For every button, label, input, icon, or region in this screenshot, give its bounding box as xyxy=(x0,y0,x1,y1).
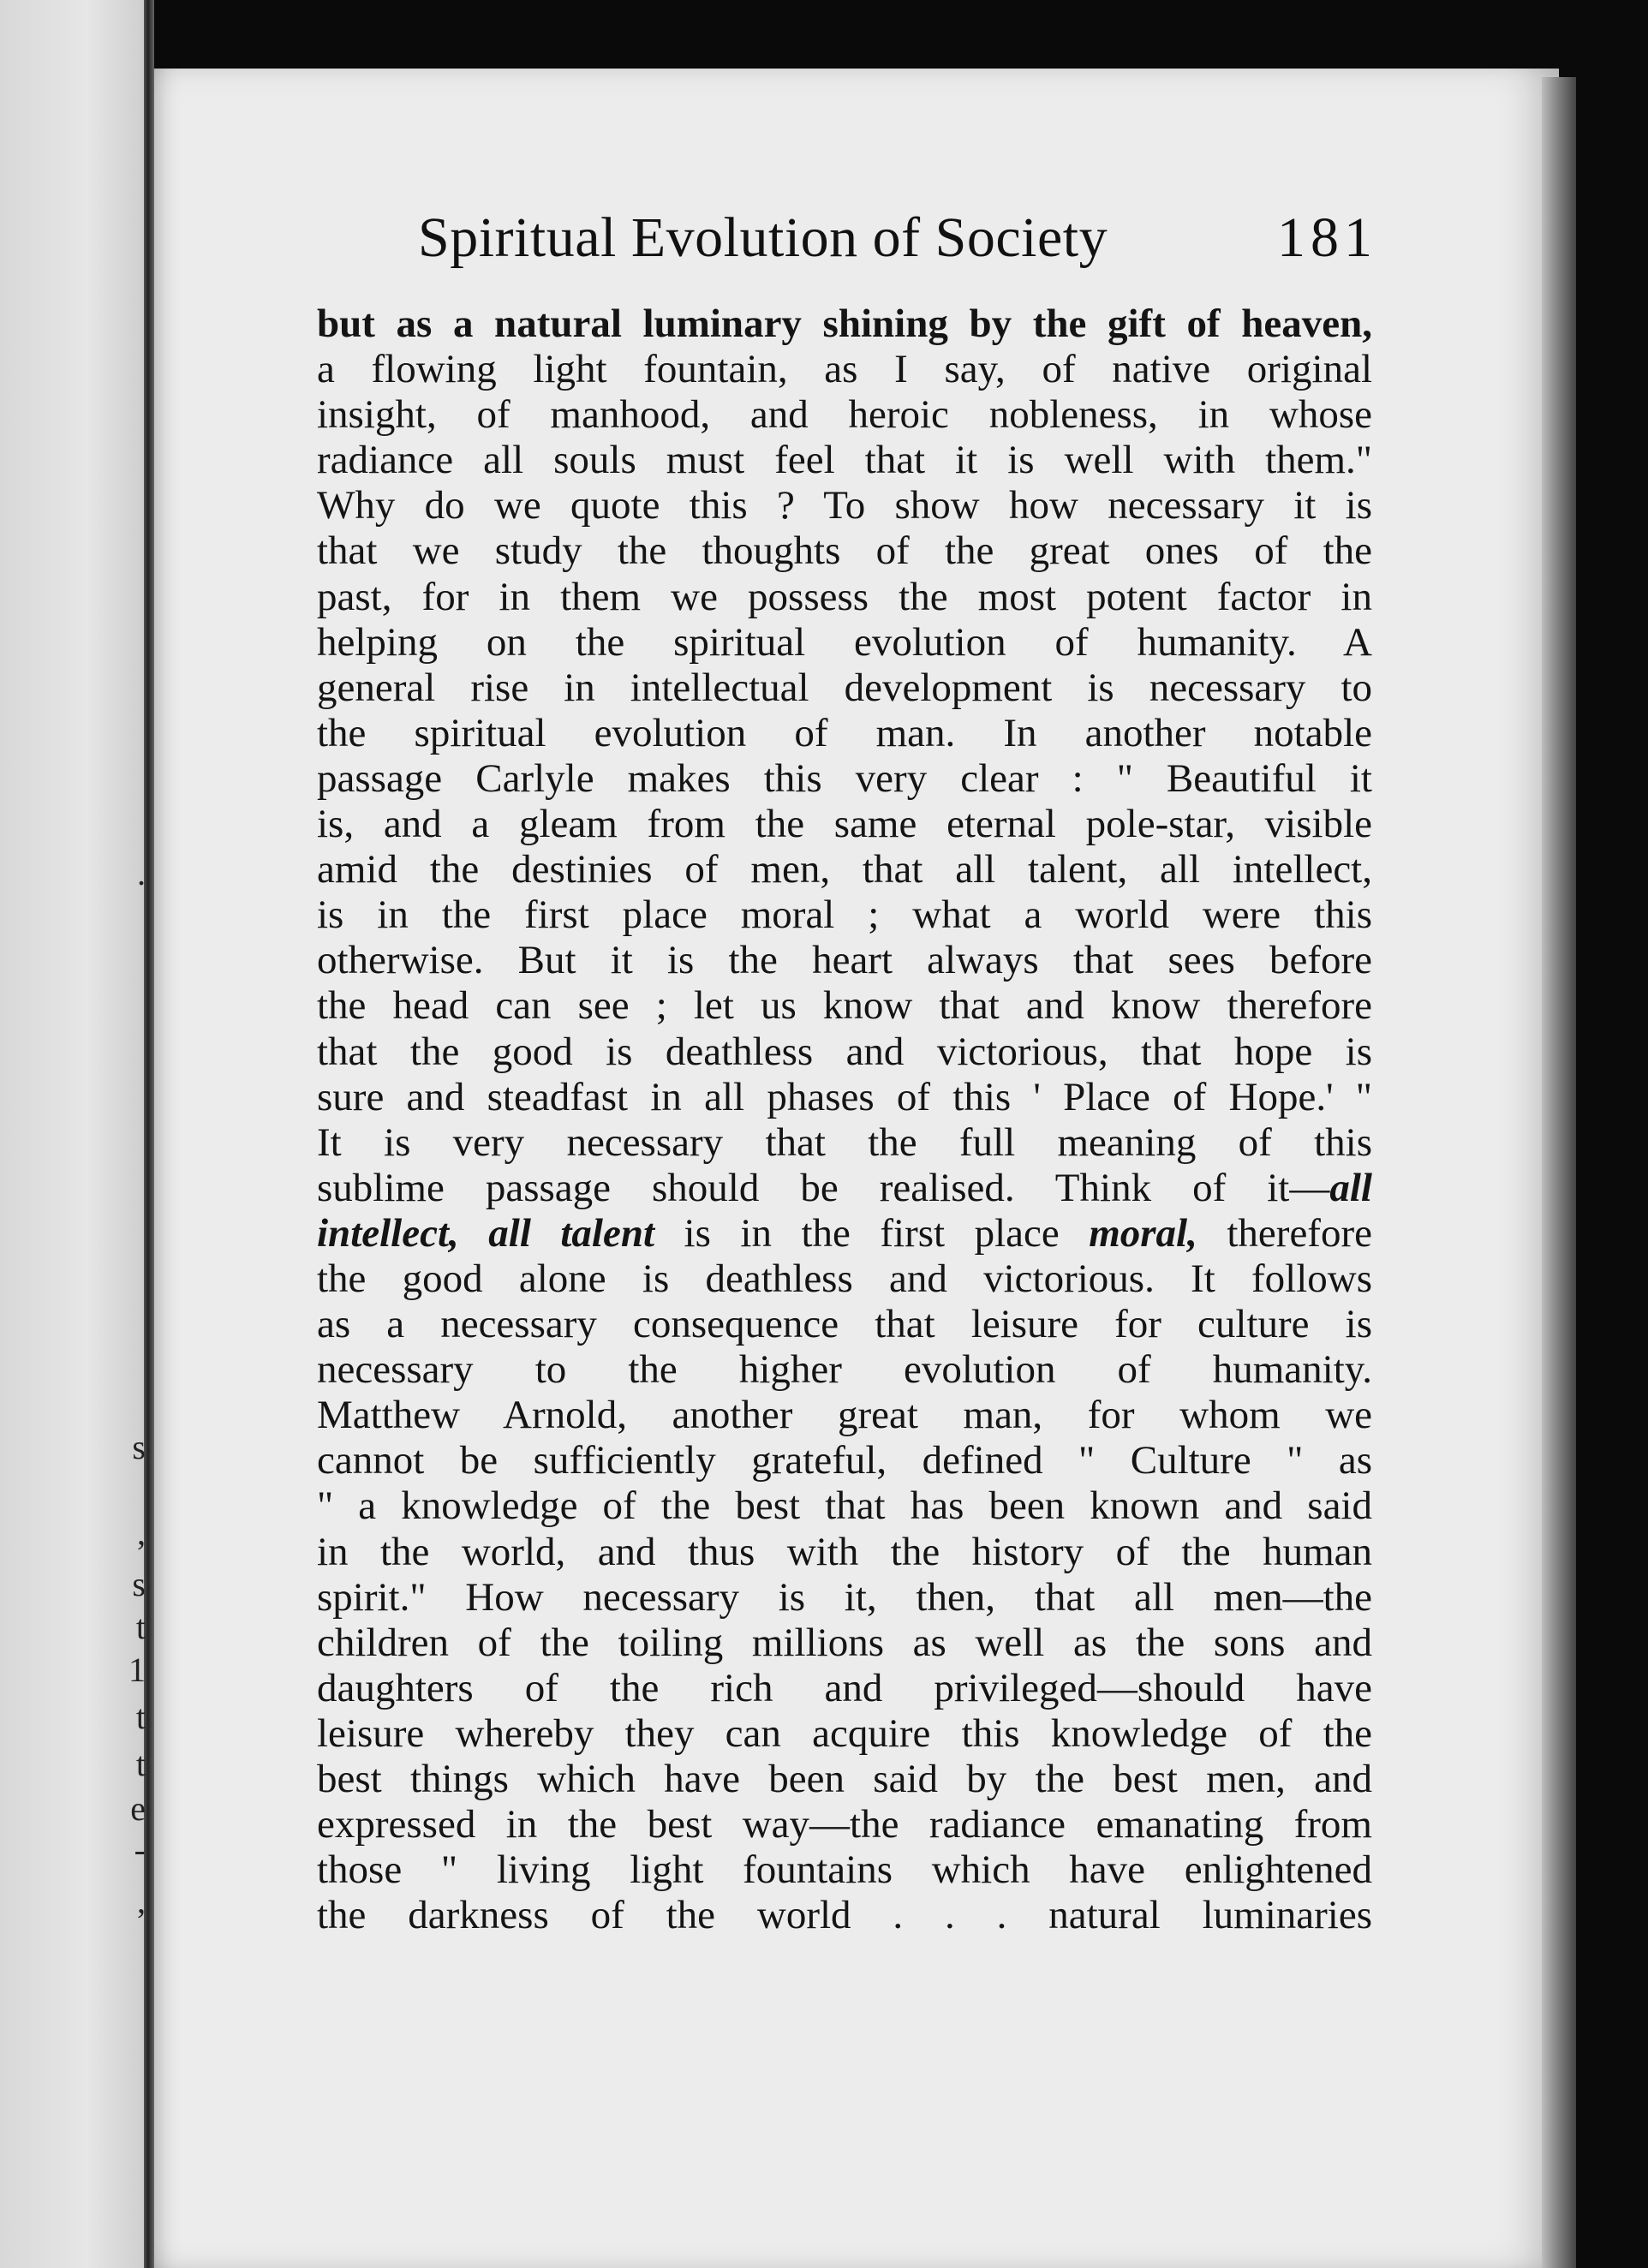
text-line: necessary to the higher evolution of humanity. xyxy=(317,1347,1372,1393)
text-line: those " living light fountains which have enlightened xyxy=(317,1847,1372,1893)
margin-mark: , xyxy=(137,1513,146,1552)
margin-mark: t xyxy=(135,1608,146,1646)
text-line: that the good is deathless and victorious, that hope is xyxy=(317,1029,1372,1074)
text-line: a flowing light fountain, as I say, of native original xyxy=(317,347,1372,392)
text-line: the good alone is deathless and victorious. It follows xyxy=(317,1256,1372,1301)
margin-mark: - xyxy=(134,1830,146,1869)
margin-mark: t xyxy=(135,1745,146,1783)
text-line: helping on the spiritual evolution of humanity. A xyxy=(317,619,1372,665)
italic-segment: all xyxy=(1329,1165,1372,1210)
margin-mark: 1 xyxy=(128,1650,146,1689)
margin-mark: t xyxy=(135,1698,146,1736)
text-line: that we study the thoughts of the great ones of the xyxy=(317,528,1372,574)
text-line: Matthew Arnold, another great man, for whom we xyxy=(317,1393,1372,1438)
text-line-with-italic xyxy=(317,1166,1372,1211)
text-line: best things which have been said by the best men, and xyxy=(317,1757,1372,1801)
text-line: the spiritual evolution of man. In another notable xyxy=(317,710,1372,755)
text-line: It is very necessary that the full meaning of this xyxy=(317,1119,1372,1165)
text-line: radiance all souls must feel that it is well with them." xyxy=(317,438,1372,483)
text-line: passage Carlyle makes this very clear : " Beautiful it xyxy=(317,755,1372,801)
margin-mark: s xyxy=(132,1428,146,1466)
text-line-with-italic xyxy=(317,1211,1372,1256)
text-line: insight, of manhood, and heroic nobleness, in whose xyxy=(317,392,1372,438)
page-number: 181 xyxy=(1277,206,1377,269)
text-line: expressed in the best way—the radiance emanating from xyxy=(317,1802,1372,1847)
text-line: amid the destinies of men, that all talent, all intellect, xyxy=(317,847,1372,892)
text-line: in the world, and thus with the history of the human xyxy=(317,1529,1372,1574)
text-line: the darkness of the world . . . natural luminaries xyxy=(317,1893,1372,1938)
running-header xyxy=(418,206,1377,291)
text-line: past, for in them we possess the most potent factor in xyxy=(317,574,1372,619)
text-line: leisure whereby they can acquire this knowledge of the xyxy=(317,1710,1372,1756)
text-line: sure and steadfast in all phases of this ' Place of Hope.' " xyxy=(317,1074,1372,1119)
facing-page-margin-marks xyxy=(103,856,146,1970)
text-segment: therefore xyxy=(1197,1210,1372,1256)
text-segment: sublime passage should be realised. Think of it— xyxy=(317,1165,1330,1210)
text-line: children of the toiling millions as well as the sons and xyxy=(317,1620,1372,1665)
text-segment: is in the first place xyxy=(654,1210,1090,1256)
text-line: but as a natural luminary shining by the gift of heaven, xyxy=(317,301,1372,346)
text-line: general rise in intellectual development is necessary to xyxy=(317,665,1372,710)
running-title: Spiritual Evolution of Society xyxy=(418,206,1108,269)
page-edge-shadow xyxy=(1542,77,1576,2268)
italic-segment: intellect, all talent xyxy=(317,1210,655,1256)
text-line: cannot be sufficiently grateful, defined " Culture " as xyxy=(317,1438,1372,1483)
margin-mark: . xyxy=(137,854,146,892)
text-line: the head can see ; let us know that and know therefore xyxy=(317,983,1372,1029)
text-line: is, and a gleam from the same eternal pole-star, visible xyxy=(317,802,1372,847)
text-line: daughters of the rich and privileged—should have xyxy=(317,1665,1372,1710)
body-text xyxy=(317,301,1372,1938)
text-line: otherwise. But it is the heart always that sees before xyxy=(317,938,1372,983)
text-line: Why do we quote this ? To show how necessary it is xyxy=(317,483,1372,528)
text-line: is in the first place moral ; what a world were this xyxy=(317,892,1372,938)
text-line: as a necessary consequence that leisure for culture is xyxy=(317,1302,1372,1347)
italic-segment: moral, xyxy=(1089,1210,1197,1256)
text-line: " a knowledge of the best that has been known and said xyxy=(317,1483,1372,1529)
text-line: spirit." How necessary is it, then, that all men—the xyxy=(317,1574,1372,1620)
margin-mark: , xyxy=(137,1882,146,1920)
margin-mark: e xyxy=(130,1789,146,1828)
margin-mark: s xyxy=(132,1565,146,1603)
